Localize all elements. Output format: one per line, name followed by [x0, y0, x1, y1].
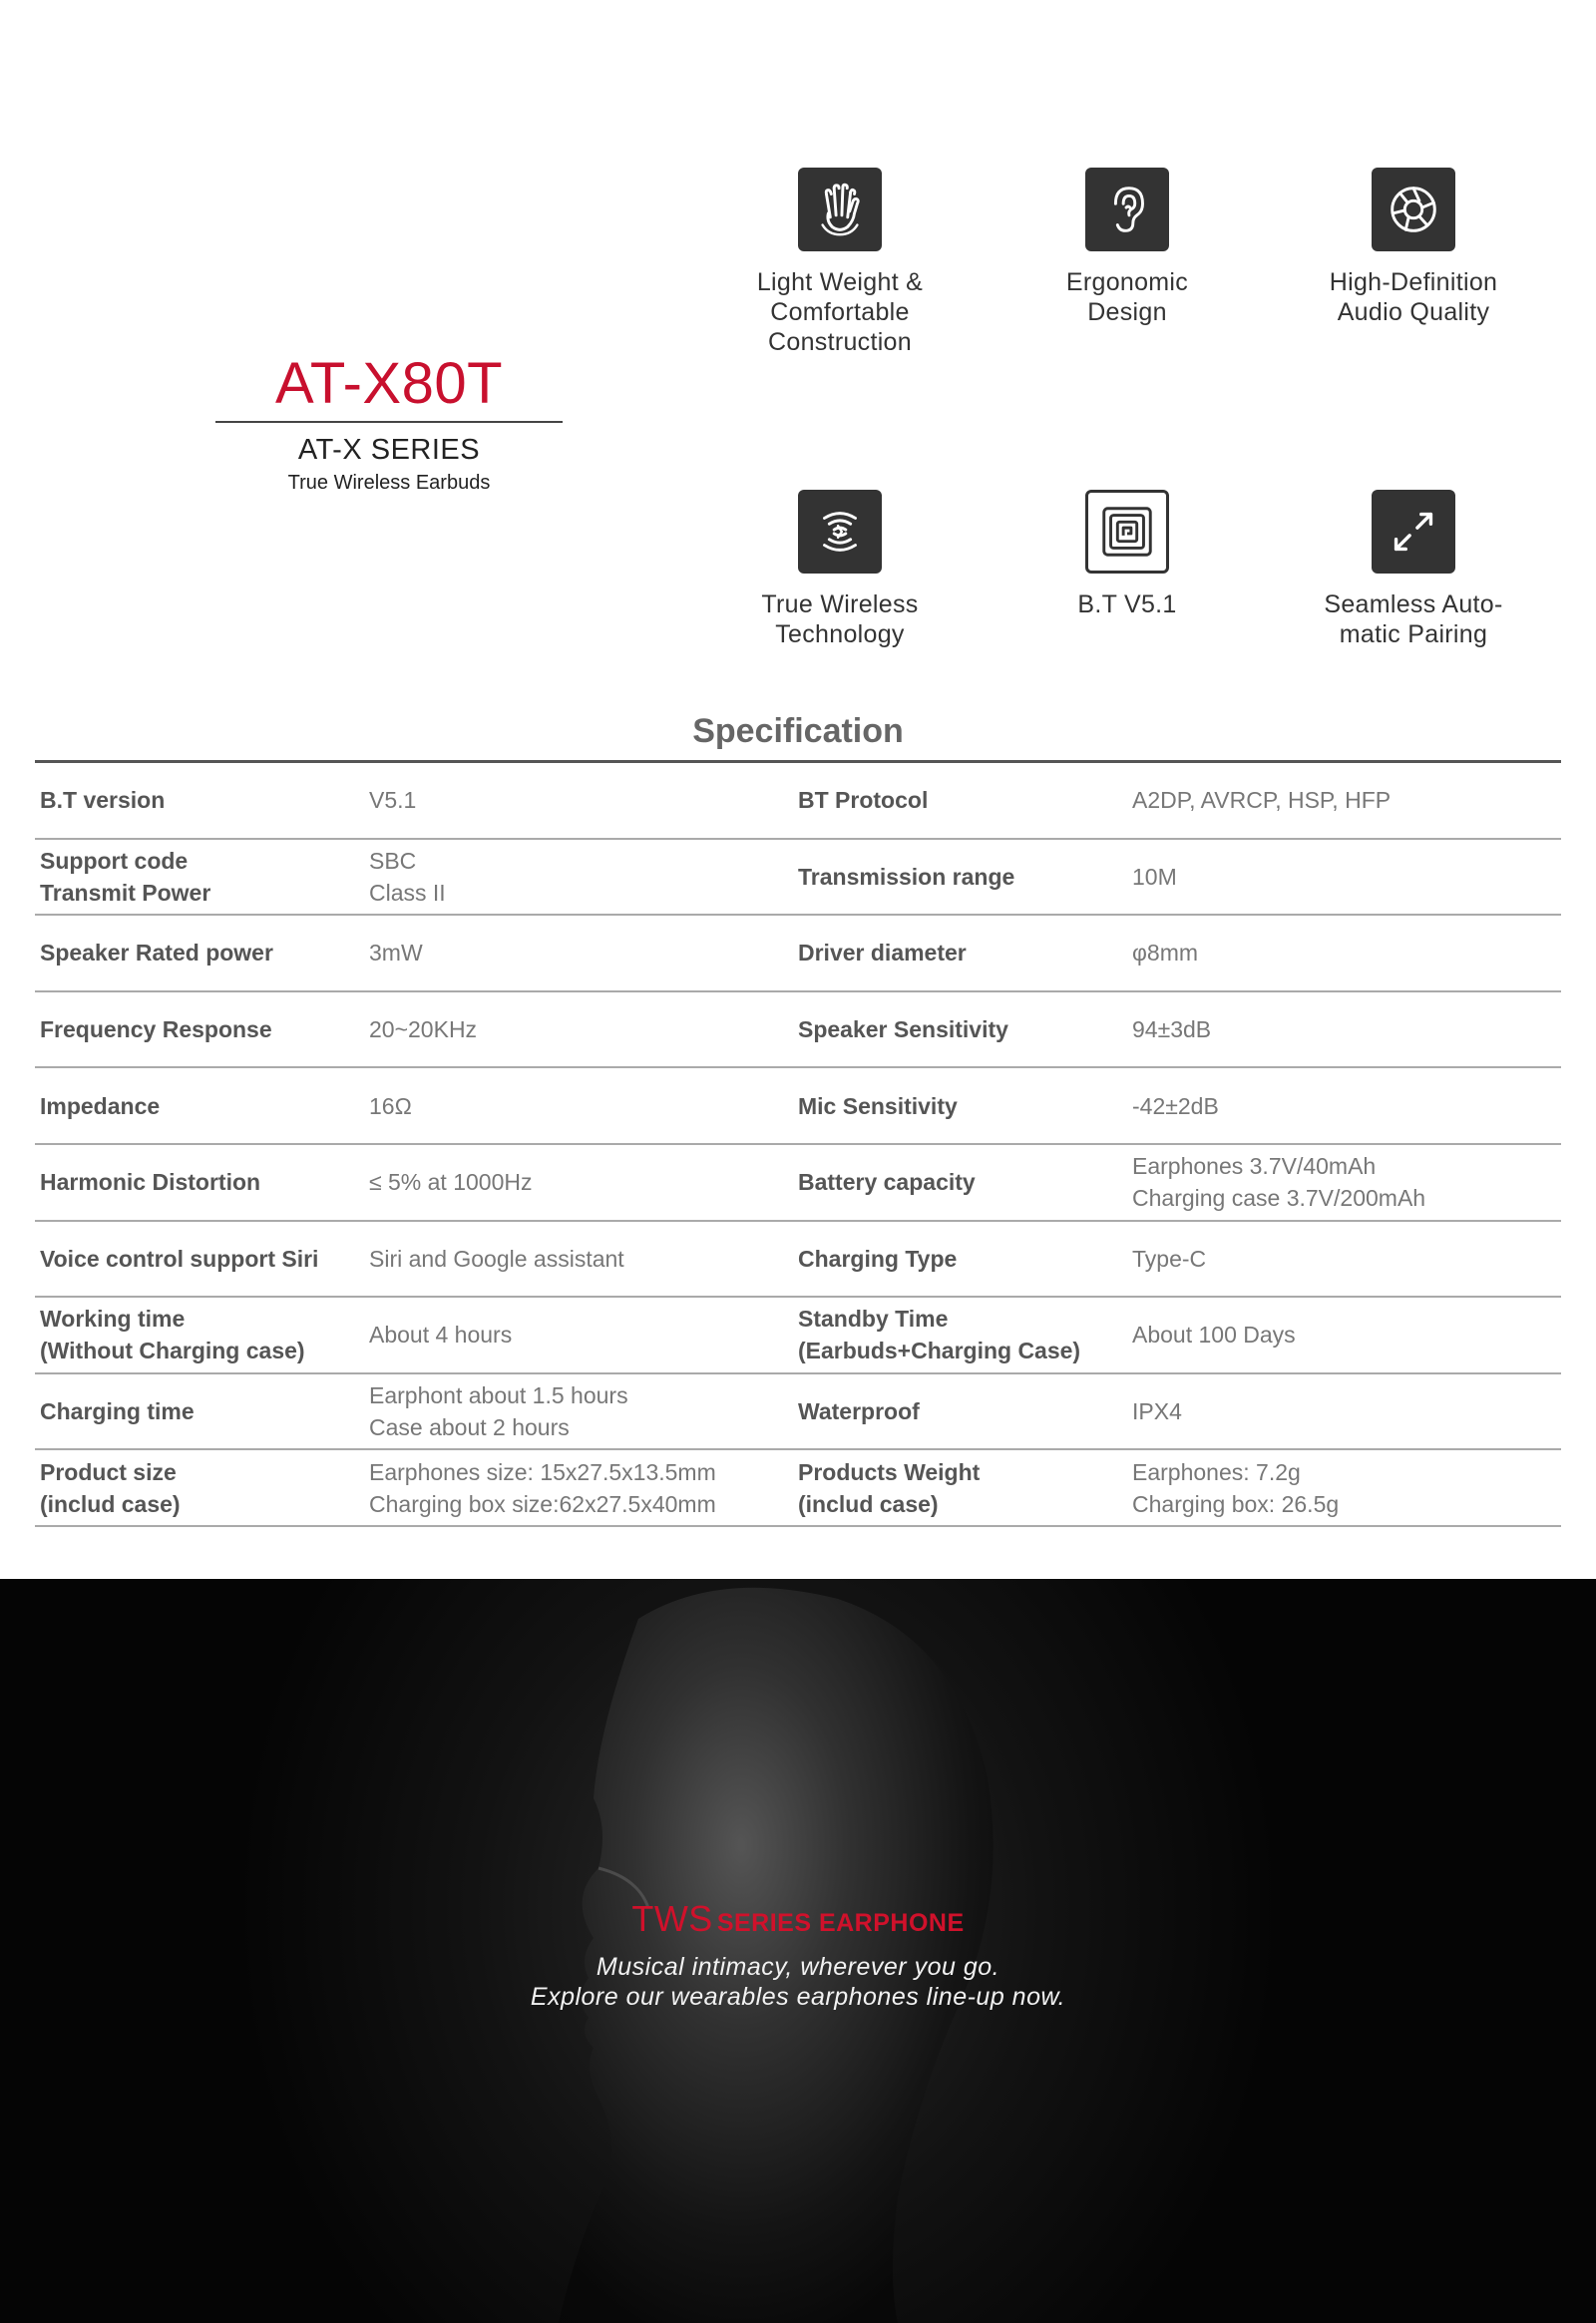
spec-label: Support code Transmit Power	[40, 847, 211, 906]
product-series: AT-X SERIES	[297, 434, 481, 466]
feature-label: Seamless Auto- matic Pairing	[1324, 590, 1503, 648]
spec-value: 3mW	[369, 940, 423, 967]
product-title-block	[215, 351, 563, 495]
spec-label: Speaker Sensitivity	[798, 1016, 1008, 1043]
spec-value: SBC Class II	[369, 847, 446, 906]
feature-bt-version	[1012, 490, 1242, 619]
spec-label: Speaker Rated power	[40, 940, 273, 967]
spec-row	[35, 916, 1561, 992]
feature-lightweight	[725, 168, 955, 357]
product-type: True Wireless Earbuds	[287, 472, 491, 494]
title-divider	[215, 421, 563, 423]
spec-label: Waterproof	[798, 1398, 920, 1425]
spec-label: Charging Type	[798, 1245, 958, 1272]
product-model: AT-X80T	[274, 351, 504, 416]
feature-label: Ergonomic Design	[1065, 268, 1189, 326]
spec-value: φ8mm	[1132, 940, 1199, 967]
feature-label: B.T V5.1	[1077, 590, 1177, 618]
spec-value: Earphones: 7.2g Charging box: 26.5g	[1132, 1458, 1340, 1517]
spec-label: B.T version	[40, 787, 166, 814]
feature-label: High-Definition Audio Quality	[1329, 268, 1498, 326]
banner-tagline-1: Musical intimacy, wherever you go.	[596, 1953, 1000, 1981]
spec-value: Siri and Google assistant	[369, 1245, 624, 1272]
spec-label: Impedance	[40, 1092, 161, 1119]
banner-heading-tws: TWS	[631, 1898, 713, 1939]
spec-row	[35, 992, 1561, 1069]
spec-label: Transmission range	[798, 863, 1015, 890]
spec-title: Specification	[692, 712, 904, 750]
spec-row	[35, 840, 1561, 917]
spec-value: A2DP, AVRCP, HSP, HFP	[1132, 787, 1392, 814]
spec-value: 16Ω	[369, 1092, 412, 1119]
spec-label: Charging time	[40, 1398, 195, 1425]
spec-label: Battery capacity	[798, 1169, 976, 1196]
spec-label: BT Protocol	[798, 787, 929, 814]
feature-auto-pairing	[1299, 490, 1528, 649]
spec-value: ≤ 5% at 1000Hz	[369, 1169, 533, 1196]
spec-row	[35, 1450, 1561, 1527]
spec-row	[35, 1298, 1561, 1374]
banner-tagline-2: Explore our wearables earphones line-up now.	[530, 1983, 1066, 2011]
spec-label: Voice control support Siri	[40, 1245, 319, 1272]
spec-row	[35, 1374, 1561, 1451]
spec-value: Earphones 3.7V/40mAh Charging case 3.7V/200mAh	[1132, 1153, 1426, 1212]
spec-value: About 100 Days	[1132, 1322, 1296, 1349]
spec-row	[35, 1222, 1561, 1299]
promo-banner	[0, 1579, 1596, 2323]
spec-value: -42±2dB	[1132, 1092, 1219, 1119]
spec-label: Standby Time (Earbuds+Charging Case)	[798, 1306, 1081, 1364]
spec-label: Mic Sensitivity	[798, 1092, 958, 1119]
spec-row	[35, 1068, 1561, 1145]
spec-value: IPX4	[1132, 1398, 1182, 1425]
spec-label: Harmonic Distortion	[40, 1169, 261, 1196]
spec-row	[35, 763, 1561, 840]
spec-label: Frequency Response	[40, 1016, 272, 1043]
spec-value: 94±3dB	[1132, 1016, 1212, 1043]
feature-hd-audio	[1299, 168, 1528, 327]
banner-heading-series: SERIES EARPHONE	[716, 1909, 965, 1937]
spec-label: Products Weight (includ case)	[798, 1458, 981, 1517]
spec-label: Product size (includ case)	[40, 1458, 181, 1517]
expand-arrows-icon	[1372, 490, 1455, 574]
feature-label: True Wireless Technology	[761, 590, 919, 648]
camera-aperture-icon	[1372, 168, 1455, 251]
spec-value: Earphones size: 15x27.5x13.5mm Charging box size:62x27.5x40mm	[369, 1458, 716, 1517]
feature-label: Light Weight & Comfortable Construction	[756, 268, 924, 356]
bluetooth-chip-icon	[1085, 490, 1169, 574]
spec-value: About 4 hours	[369, 1322, 513, 1349]
feature-true-wireless	[725, 490, 955, 649]
spec-value: Earphont about 1.5 hours Case about 2 hours	[369, 1382, 628, 1441]
hand-icon	[798, 168, 882, 251]
spec-value: 20~20KHz	[369, 1016, 478, 1043]
spec-label: Driver diameter	[798, 940, 967, 967]
feature-ergonomic	[1012, 168, 1242, 327]
spec-value: V5.1	[369, 787, 417, 814]
spec-label: Working time (Without Charging case)	[40, 1306, 305, 1364]
spec-value: 10M	[1132, 863, 1177, 890]
face-silhouette-image	[0, 1579, 1596, 2323]
spec-row	[35, 1145, 1561, 1222]
wireless-signal-icon	[798, 490, 882, 574]
spec-table	[35, 760, 1561, 1527]
spec-value: Type-C	[1132, 1245, 1207, 1272]
ear-icon	[1085, 168, 1169, 251]
banner-heading	[0, 1898, 1596, 1940]
